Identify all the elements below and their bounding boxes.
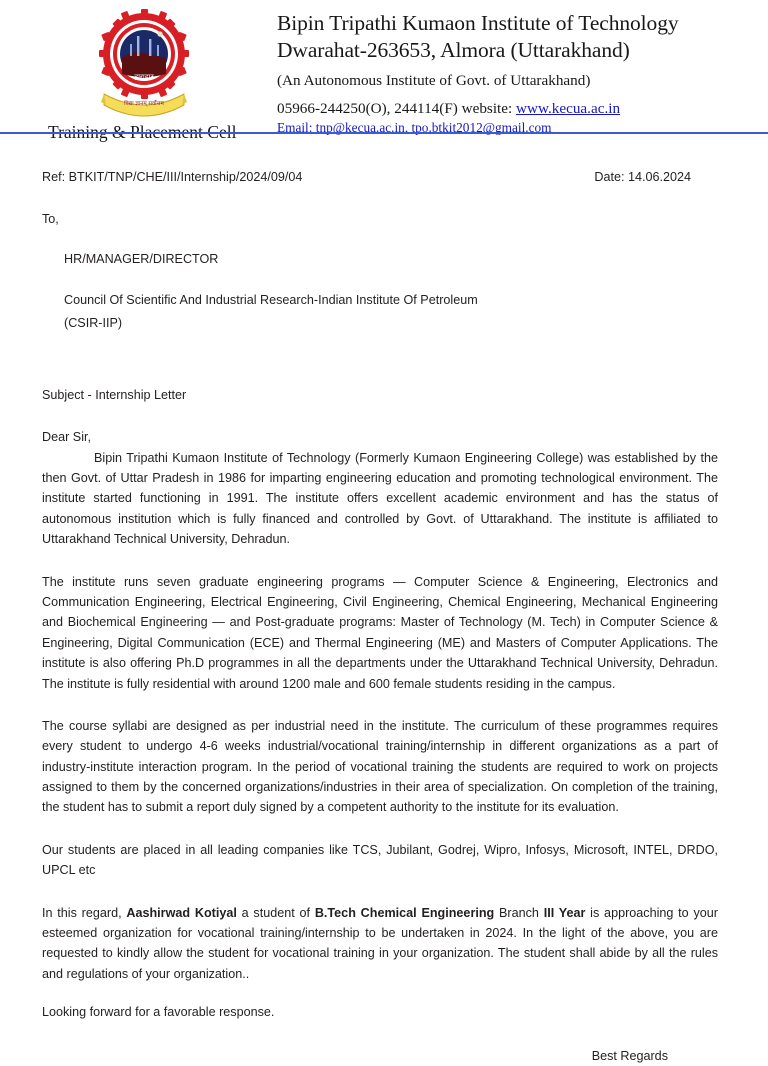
recipient-title: HR/MANAGER/DIRECTOR — [64, 252, 219, 267]
letterhead — [0, 0, 768, 142]
recipient-organization: Council Of Scientific And Industrial Research-Indian Institute Of Petroleum — [64, 292, 478, 307]
institute-logo — [97, 6, 191, 124]
salutation: Dear Sir, — [42, 430, 91, 445]
closing-line: Looking forward for a favorable response. — [42, 1005, 275, 1020]
request-mid2: Branch — [494, 905, 544, 920]
autonomous-status-line: (An Autonomous Institute of Govt. of Uttarakhand) — [277, 72, 591, 89]
paragraph-institute-history: Bipin Tripathi Kumaon Institute of Technology (Formerly Kumaon Engineering College) was established by the then Govt. of Uttar Pradesh in 1986 for imparting engineering education and promoting technological environment. The institute started functioning in 1991. The institute offers excellent academic environment and has the status of autonomous institution which is fully financed and controlled by Govt. of Uttarakhand. The institute is affiliated to Uttarakhand Technical University, Dehradun. — [42, 450, 718, 547]
student-course: B.Tech Chemical Engineering — [314, 905, 495, 920]
institute-name-line1: Bipin Tripathi Kumaon Institute of Technology — [277, 11, 679, 35]
svg-text:विद्या ज्ञानम् सर्वोत्तम: विद्या ज्ञानम् सर्वोत्तम — [124, 101, 164, 107]
training-placement-cell-label: Training & Placement Cell — [48, 122, 237, 142]
request-mid1: a student of — [236, 905, 315, 920]
recipient-organization-abbr: (CSIR-IIP) — [64, 316, 123, 331]
to-label: To, — [42, 211, 59, 226]
svg-text:द्वाराहाट: द्वाराहाट — [134, 74, 154, 81]
student-year: III Year — [543, 905, 586, 920]
email-label: Email: — [277, 120, 313, 135]
best-regards: Best Regards — [591, 1048, 668, 1063]
letterhead-text-block — [277, 10, 747, 136]
institute-name-line2: Dwarahat-263653, Almora (Uttarakhand) — [277, 38, 630, 62]
request-lead: In this regard, — [42, 905, 127, 920]
contact-line — [277, 99, 747, 120]
request-tail: is approaching to your esteemed organization for vocational training/internship to be undertaken in 2024. In the light of the above, you are requested to kindly allow the student for vocational training in your organization. The student shall abide by all the rules and regulations of your organization.. — [42, 905, 718, 981]
letter-date: Date: 14.06.2024 — [594, 170, 691, 184]
header-divider — [0, 132, 768, 134]
paragraph-placements: Our students are placed in all leading companies like TCS, Jubilant, Godrej, Wipro, Infosys, Microsoft, INTEL, DRDO, UPCL etc — [42, 842, 718, 878]
website-link[interactable]: www.kecua.ac.in — [516, 99, 621, 117]
paragraph-student-request — [42, 903, 718, 985]
email-link[interactable]: tnp@kecua.ac.in, tpo.btkit2012@gmail.com — [315, 120, 552, 135]
emblem-icon — [97, 6, 191, 124]
recipient-address — [64, 250, 718, 334]
paragraph-programs: The institute runs seven graduate engineering programs — Computer Science & Engineering, Electronics and Communication Engineering, Electrical Engineering, Civil Engineering, Chemical Engineering, Mechanical Engineering and Biochemical Engineering — and Post-graduate programs: Master of Technology (M. Tech) in Computer Science & Engineering, Digital Communication (ECE) and Thermal Engineering (ME) and Masters of Computer Applications. The institute is also offering Ph.D programmes in all the departments under the Uttarakhand Technical University, Dehradun. The institute is fully residential with around 1200 male and 600 female students residing in the campus. — [42, 574, 718, 691]
ref-date-row — [42, 168, 718, 188]
letter-body — [42, 168, 718, 1066]
student-name: Aashirwad Kotiyal — [126, 905, 237, 920]
subject-line: Subject - Internship Letter — [42, 387, 187, 402]
phone-text: 05966-244250(O), 244114(F) website: — [277, 99, 513, 117]
reference-number: Ref: BTKIT/TNP/CHE/III/Internship/2024/09/04 — [42, 170, 303, 184]
paragraph-curriculum: The course syllabi are designed as per industrial need in the institute. The curriculum of these programmes requires every student to undergo 4-6 weeks industrial/vocational training/internship in different organizations as a part of industry-institute interaction program. In the period of vocational training the students are required to work on projects assigned to them by the concerned organizations/industries in their area of specialization. On completion of the training, the student has to submit a report duly signed by a competent authority to the institute for its evaluation. — [42, 718, 718, 815]
